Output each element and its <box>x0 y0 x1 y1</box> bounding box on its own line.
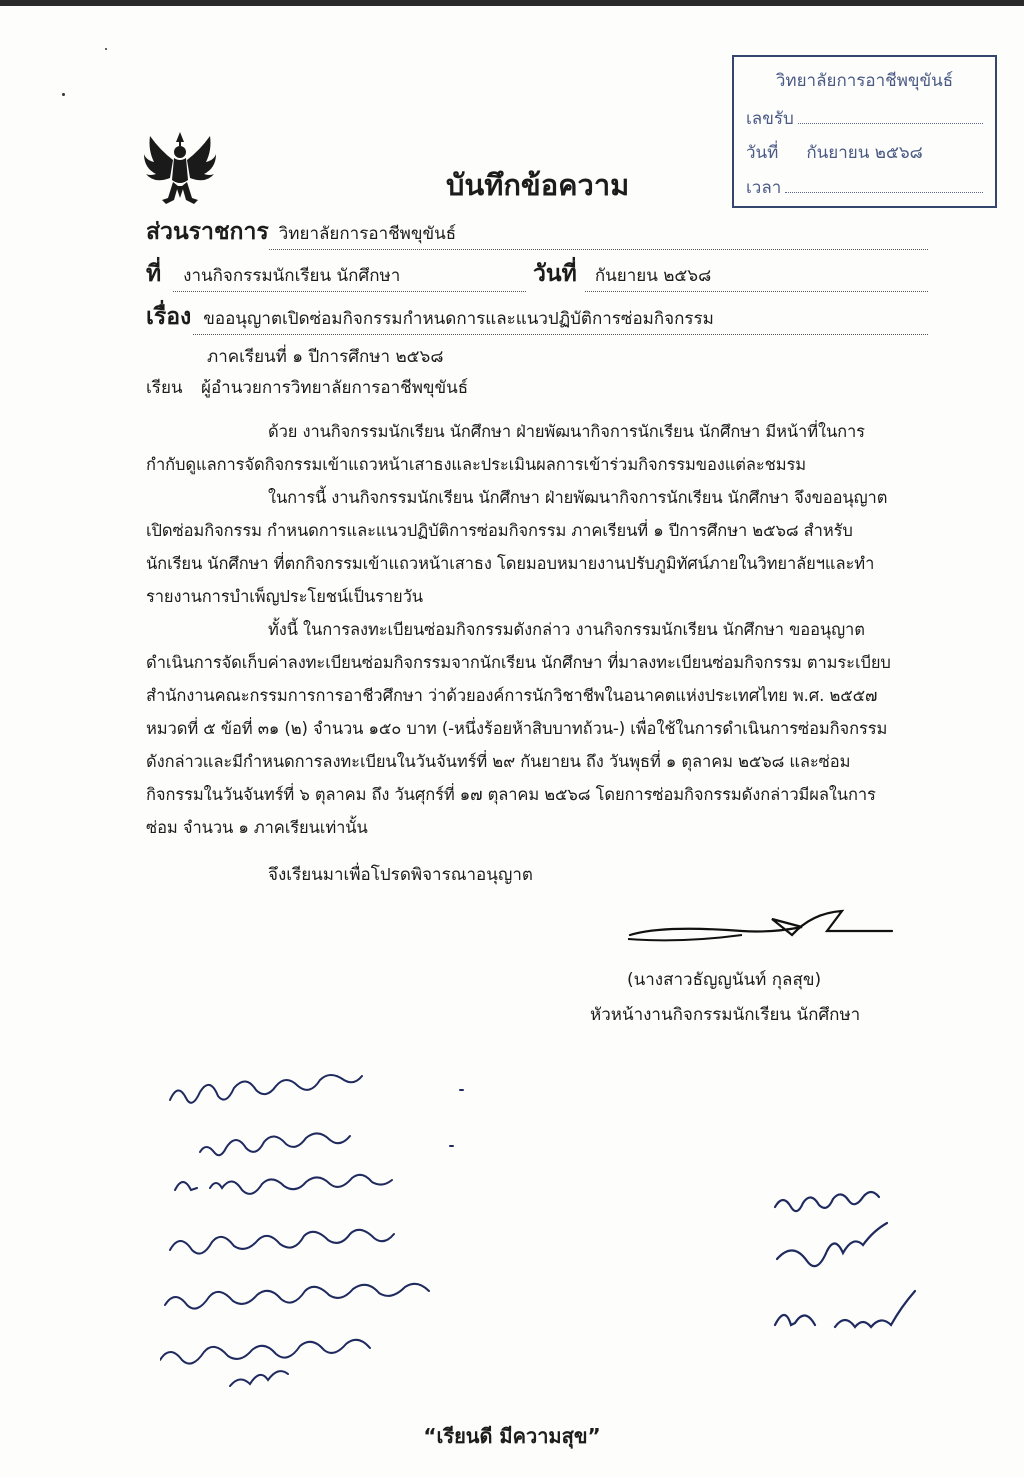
stamp-date-value: กันยายน ๒๕๖๘ <box>806 143 923 163</box>
college-motto: “เรียนดี มีความสุข” <box>423 1424 601 1448</box>
agency-value: วิทยาลัยการอาชีพขุขันธ์ <box>269 220 928 250</box>
subject-row <box>146 299 928 335</box>
garuda-emblem-icon <box>140 128 220 208</box>
to-value: ผู้อำนวยการวิทยาลัยการอาชีพขุขันธ์ <box>201 378 469 398</box>
stamp-receipt-label: เลขรับ <box>746 109 794 129</box>
stamp-date-row <box>746 139 983 166</box>
date-label: วันที่ <box>533 261 577 287</box>
body-line: ในการนี้ งานกิจกรรมนักเรียน นักศึกษา ฝ่ายพัฒนากิจการนักเรียน นักศึกษา จึงขออนุญาต <box>268 488 888 507</box>
closing-line: จึงเรียนมาเพื่อโปรดพิจารณาอนุญาต <box>268 865 533 885</box>
date-row <box>533 256 928 292</box>
scan-edge <box>0 0 1024 6</box>
receipt-stamp <box>732 55 997 208</box>
subject-line-1: ขออนุญาตเปิดซ่อมกิจกรรมกำหนดการและแนวปฏิบัติการซ่อมกิจกรรม <box>193 305 928 335</box>
body-line: ทั้งนี้ ในการลงทะเบียนซ่อมกิจกรรมดังกล่าว งานกิจกรรมนักเรียน นักศึกษา ขออนุญาต <box>268 620 865 639</box>
stamp-receipt-line <box>798 107 983 124</box>
body-line: กิจกรรมในวันจันทร์ที่ ๖ ตุลาคม ถึง วันศุกร์ที่ ๑๗ ตุลาคม ๒๕๖๘ โดยการซ่อมกิจกรรมดังกล่าวมีผลในการ <box>146 785 876 804</box>
body-line: ซ่อม จำนวน ๑ ภาคเรียนเท่านั้น <box>146 818 368 837</box>
body-line: หมวดที่ ๕ ข้อที่ ๓๑ (๒) จำนวน ๑๕๐ บาท (-หนึ่งร้อยห้าสิบบาทถ้วน-) เพื่อใช้ในการดำเนินการซ่อมกิจกรรม <box>146 719 888 738</box>
handwritten-endorsement <box>160 1060 580 1390</box>
date-value: กันยายน ๒๕๖๘ <box>585 262 928 292</box>
director-approval-handwriting <box>765 1185 945 1350</box>
stamp-receipt-row <box>746 105 983 132</box>
scan-speck <box>62 93 65 96</box>
stamp-time-label: เวลา <box>746 178 782 198</box>
subject-label: เรื่อง <box>146 304 192 330</box>
stamp-time-line <box>785 176 983 193</box>
stamp-org: วิทยาลัยการอาชีพขุขันธ์ <box>775 71 954 91</box>
body-line: ด้วย งานกิจกรรมนักเรียน นักศึกษา ฝ่ายพัฒนากิจการนักเรียน นักศึกษา มีหน้าที่ในการ <box>268 422 865 441</box>
signature-image <box>622 905 902 950</box>
reference-value: งานกิจกรรมนักเรียน นักศึกษา <box>173 262 526 292</box>
body-line: เปิดซ่อมกิจกรรม กำหนดการและแนวปฏิบัติการซ่อมกิจกรรม ภาคเรียนที่ ๑ ปีการศึกษา ๒๕๖๘ สำหรับ <box>146 521 853 540</box>
stamp-date-label: วันที่ <box>746 143 779 163</box>
reference-row <box>146 256 526 292</box>
agency-row <box>146 214 928 250</box>
body-line: รายงานการบำเพ็ญประโยชน์เป็นรายวัน <box>146 587 423 606</box>
body-line: ดังกล่าวและมีกำหนดการลงทะเบียนในวันจันทร์ที่ ๒๙ กันยายน ถึง วันพุธที่ ๑ ตุลาคม ๒๕๖๘ และซ่อม <box>146 752 851 771</box>
signer-position: หัวหน้างานกิจกรรมนักเรียน นักศึกษา <box>590 1005 861 1025</box>
body-line: กำกับดูแลการจัดกิจกรรมเข้าแถวหน้าเสาธงและประเมินผลการเข้าร่วมกิจกรรมของแต่ละชมรม <box>146 455 807 474</box>
stamp-time-row <box>746 174 983 201</box>
agency-label: ส่วนราชการ <box>146 219 269 245</box>
reference-label: ที่ <box>146 261 162 287</box>
body-line: นักเรียน นักศึกษา ที่ตกกิจกรรมเข้าแถวหน้าเสาธง โดยมอบหมายงานปรับภูมิทัศน์ภายในวิทยาลัยฯและทำ <box>146 554 875 573</box>
to-label: เรียน <box>146 378 183 398</box>
subject-line-2: ภาคเรียนที่ ๑ ปีการศึกษา ๒๕๖๘ <box>207 347 444 367</box>
scan-speck <box>105 48 107 50</box>
body-line: ดำเนินการจัดเก็บค่าลงทะเบียนซ่อมกิจกรรมจากนักเรียน นักศึกษา ที่มาลงทะเบียนซ่อมกิจกรรม ตามระเบียบ <box>146 653 891 672</box>
memo-title: บันทึกข้อความ <box>446 168 630 202</box>
signer-name: (นางสาวธัญญนันท์ กุลสุข) <box>627 970 822 990</box>
body-line: สำนักงานคณะกรรมการการอาชีวศึกษา ว่าด้วยองค์การนักวิชาชีพในอนาคตแห่งประเทศไทย พ.ศ. ๒๕๕๗ <box>146 686 878 705</box>
